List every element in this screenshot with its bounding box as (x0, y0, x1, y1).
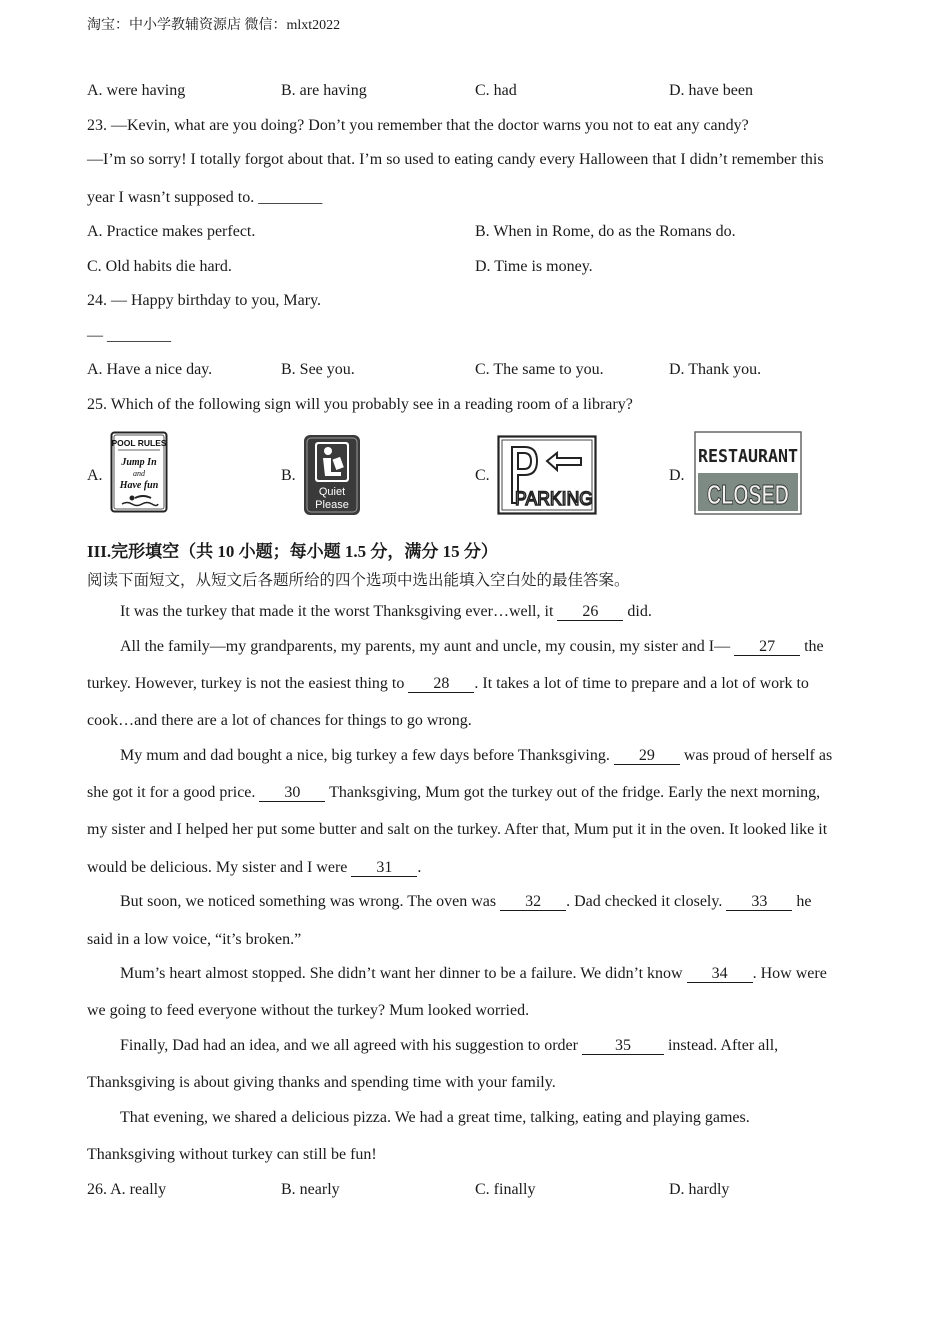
passage-line (120, 1037, 778, 1055)
passage-line (120, 965, 827, 983)
blank-35: 35 (582, 1038, 664, 1055)
q23-option-d: D. Time is money. (475, 258, 593, 275)
section-title: III.完形填空（共 10 小题；每小题 1.5 分，满分 15 分） (87, 542, 498, 561)
blank-30: 30 (259, 785, 325, 802)
parking-sign-text: PARKING (515, 489, 593, 510)
passage-line: Thanksgiving is about giving thanks and spending time with your family. (87, 1074, 556, 1091)
passage-line (87, 784, 820, 802)
passage-text: Finally, Dad had an idea, and we all agreed with his suggestion to order (120, 1037, 582, 1054)
q24-dialogue-line: — ________ (87, 327, 171, 344)
q23-option-a: A. Practice makes perfect. (87, 223, 256, 240)
q24-option-a: A. Have a nice day. (87, 361, 213, 378)
q23-dialogue-line: year I wasn’t supposed to. ________ (87, 189, 323, 206)
passage-text: she got it for a good price. (87, 784, 260, 801)
q24-option-d: D. Thank you. (669, 361, 762, 378)
passage-text: It was the turkey that made it the worst Thanksgiving ever…well, it (120, 603, 558, 620)
passage-line: That evening, we shared a delicious pizza. We had a great time, talking, eating and playing games. (120, 1109, 750, 1126)
passage-text: . Dad checked it closely. (566, 893, 727, 910)
q22-option-d: D. have been (669, 82, 753, 99)
q22-option-a: A. were having (87, 82, 186, 99)
q26-option-a: 26. A. really (87, 1181, 167, 1198)
blank-28: 28 (408, 676, 474, 693)
blank-34: 34 (687, 966, 753, 983)
q25-option-a: A. (87, 467, 103, 484)
quiet-sign-line: Quiet (318, 486, 346, 498)
q25-option-d: D. (669, 467, 685, 484)
pool-sign-title: POOL RULES (111, 438, 167, 448)
q25-stem: 25. Which of the following sign will you probably see in a reading room of a library? (87, 396, 633, 413)
passage-line: my sister and I helped her put some butter and salt on the turkey. After that, Mum put it in the oven. It looked like it (87, 821, 828, 838)
q25-option-c: C. (475, 467, 490, 484)
passage-text: . It takes a lot of time to prepare and a lot of work to (474, 675, 809, 692)
passage-text: . How were (752, 965, 827, 982)
restaurant-sign-bottom: CLOSED (707, 479, 789, 510)
pool-sign-line: Jump In (121, 457, 157, 468)
passage-line (87, 675, 809, 693)
passage-text: But soon, we noticed something was wrong. The oven was (120, 893, 501, 910)
q24-option-c: C. The same to you. (475, 361, 604, 378)
passage-line: said in a low voice, “it’s broken.” (87, 931, 302, 948)
q23-stem: 23. —Kevin, what are you doing? Don’t you remember that the doctor warns you not to eat any candy? (87, 117, 749, 134)
blank-29: 29 (614, 748, 680, 765)
page-header: 淘宝：中小学教辅资源店 微信：mlxt2022 (87, 18, 341, 33)
passage-text: Thanksgiving, Mum got the turkey out of the fridge. Early the next morning, (325, 784, 821, 801)
passage-line (120, 603, 652, 621)
passage-line (120, 638, 824, 656)
q23-dialogue-line: —I’m so sorry! I totally forgot about that. I’m so used to eating candy every Halloween that I didn’t remember this (87, 151, 824, 168)
quiet-sign-line: Please (315, 499, 349, 511)
quiet-please-sign-image (303, 434, 361, 516)
passage-line (120, 893, 811, 911)
pool-rules-sign-image (110, 431, 168, 513)
q24-option-b: B. See you. (281, 361, 355, 378)
q23-option-b: B. When in Rome, do as the Romans do. (475, 223, 736, 240)
q25-option-b: B. (281, 467, 296, 484)
passage-text: he (792, 893, 812, 910)
passage-text: All the family—my grandparents, my parents, my aunt and uncle, my cousin, my sister and I— (120, 638, 735, 655)
passage-text: . (417, 859, 422, 876)
passage-line (87, 859, 421, 877)
reading-person-icon (315, 442, 349, 482)
passage-text: instead. After all, (663, 1037, 779, 1054)
q23-option-c: C. Old habits die hard. (87, 258, 232, 275)
passage-text: Mum’s heart almost stopped. She didn’t want her dinner to be a failure. We didn’t know (120, 965, 687, 982)
blank-26: 26 (557, 604, 623, 621)
parking-sign-image (497, 435, 597, 515)
restaurant-closed-sign-image (694, 431, 802, 515)
passage-line: cook…and there are a lot of chances for things to go wrong. (87, 712, 472, 729)
passage-text: My mum and dad bought a nice, big turkey a few days before Thanksgiving. (120, 747, 614, 764)
blank-32: 32 (500, 894, 566, 911)
q26-option-d: D. hardly (669, 1181, 730, 1198)
passage-line (120, 747, 832, 765)
restaurant-sign-top: RESTAURANT (698, 446, 799, 467)
section-instructions: 阅读下面短文，从短文后各题所给的四个选项中选出能填入空白处的最佳答案。 (87, 572, 630, 589)
q26-option-c: C. finally (475, 1181, 536, 1198)
passage-text: the (800, 638, 824, 655)
q24-stem: 24. — Happy birthday to you, Mary. (87, 292, 322, 309)
blank-31: 31 (351, 860, 417, 877)
passage-line: Thanksgiving without turkey can still be fun! (87, 1146, 377, 1163)
passage-line: we going to feed everyone without the turkey? Mum looked worried. (87, 1002, 530, 1019)
blank-27: 27 (734, 639, 800, 656)
q22-option-c: C. had (475, 82, 517, 99)
passage-text: would be delicious. My sister and I were (87, 859, 352, 876)
q26-option-b: B. nearly (281, 1181, 340, 1198)
pool-sign-line: Have fun (119, 480, 159, 491)
passage-text: turkey. However, turkey is not the easiest thing to (87, 675, 409, 692)
passage-text: was proud of herself as (679, 747, 833, 764)
blank-33: 33 (726, 894, 792, 911)
q22-option-b: B. are having (281, 82, 367, 99)
passage-text: did. (623, 603, 652, 620)
pool-sign-line: and (133, 469, 145, 478)
